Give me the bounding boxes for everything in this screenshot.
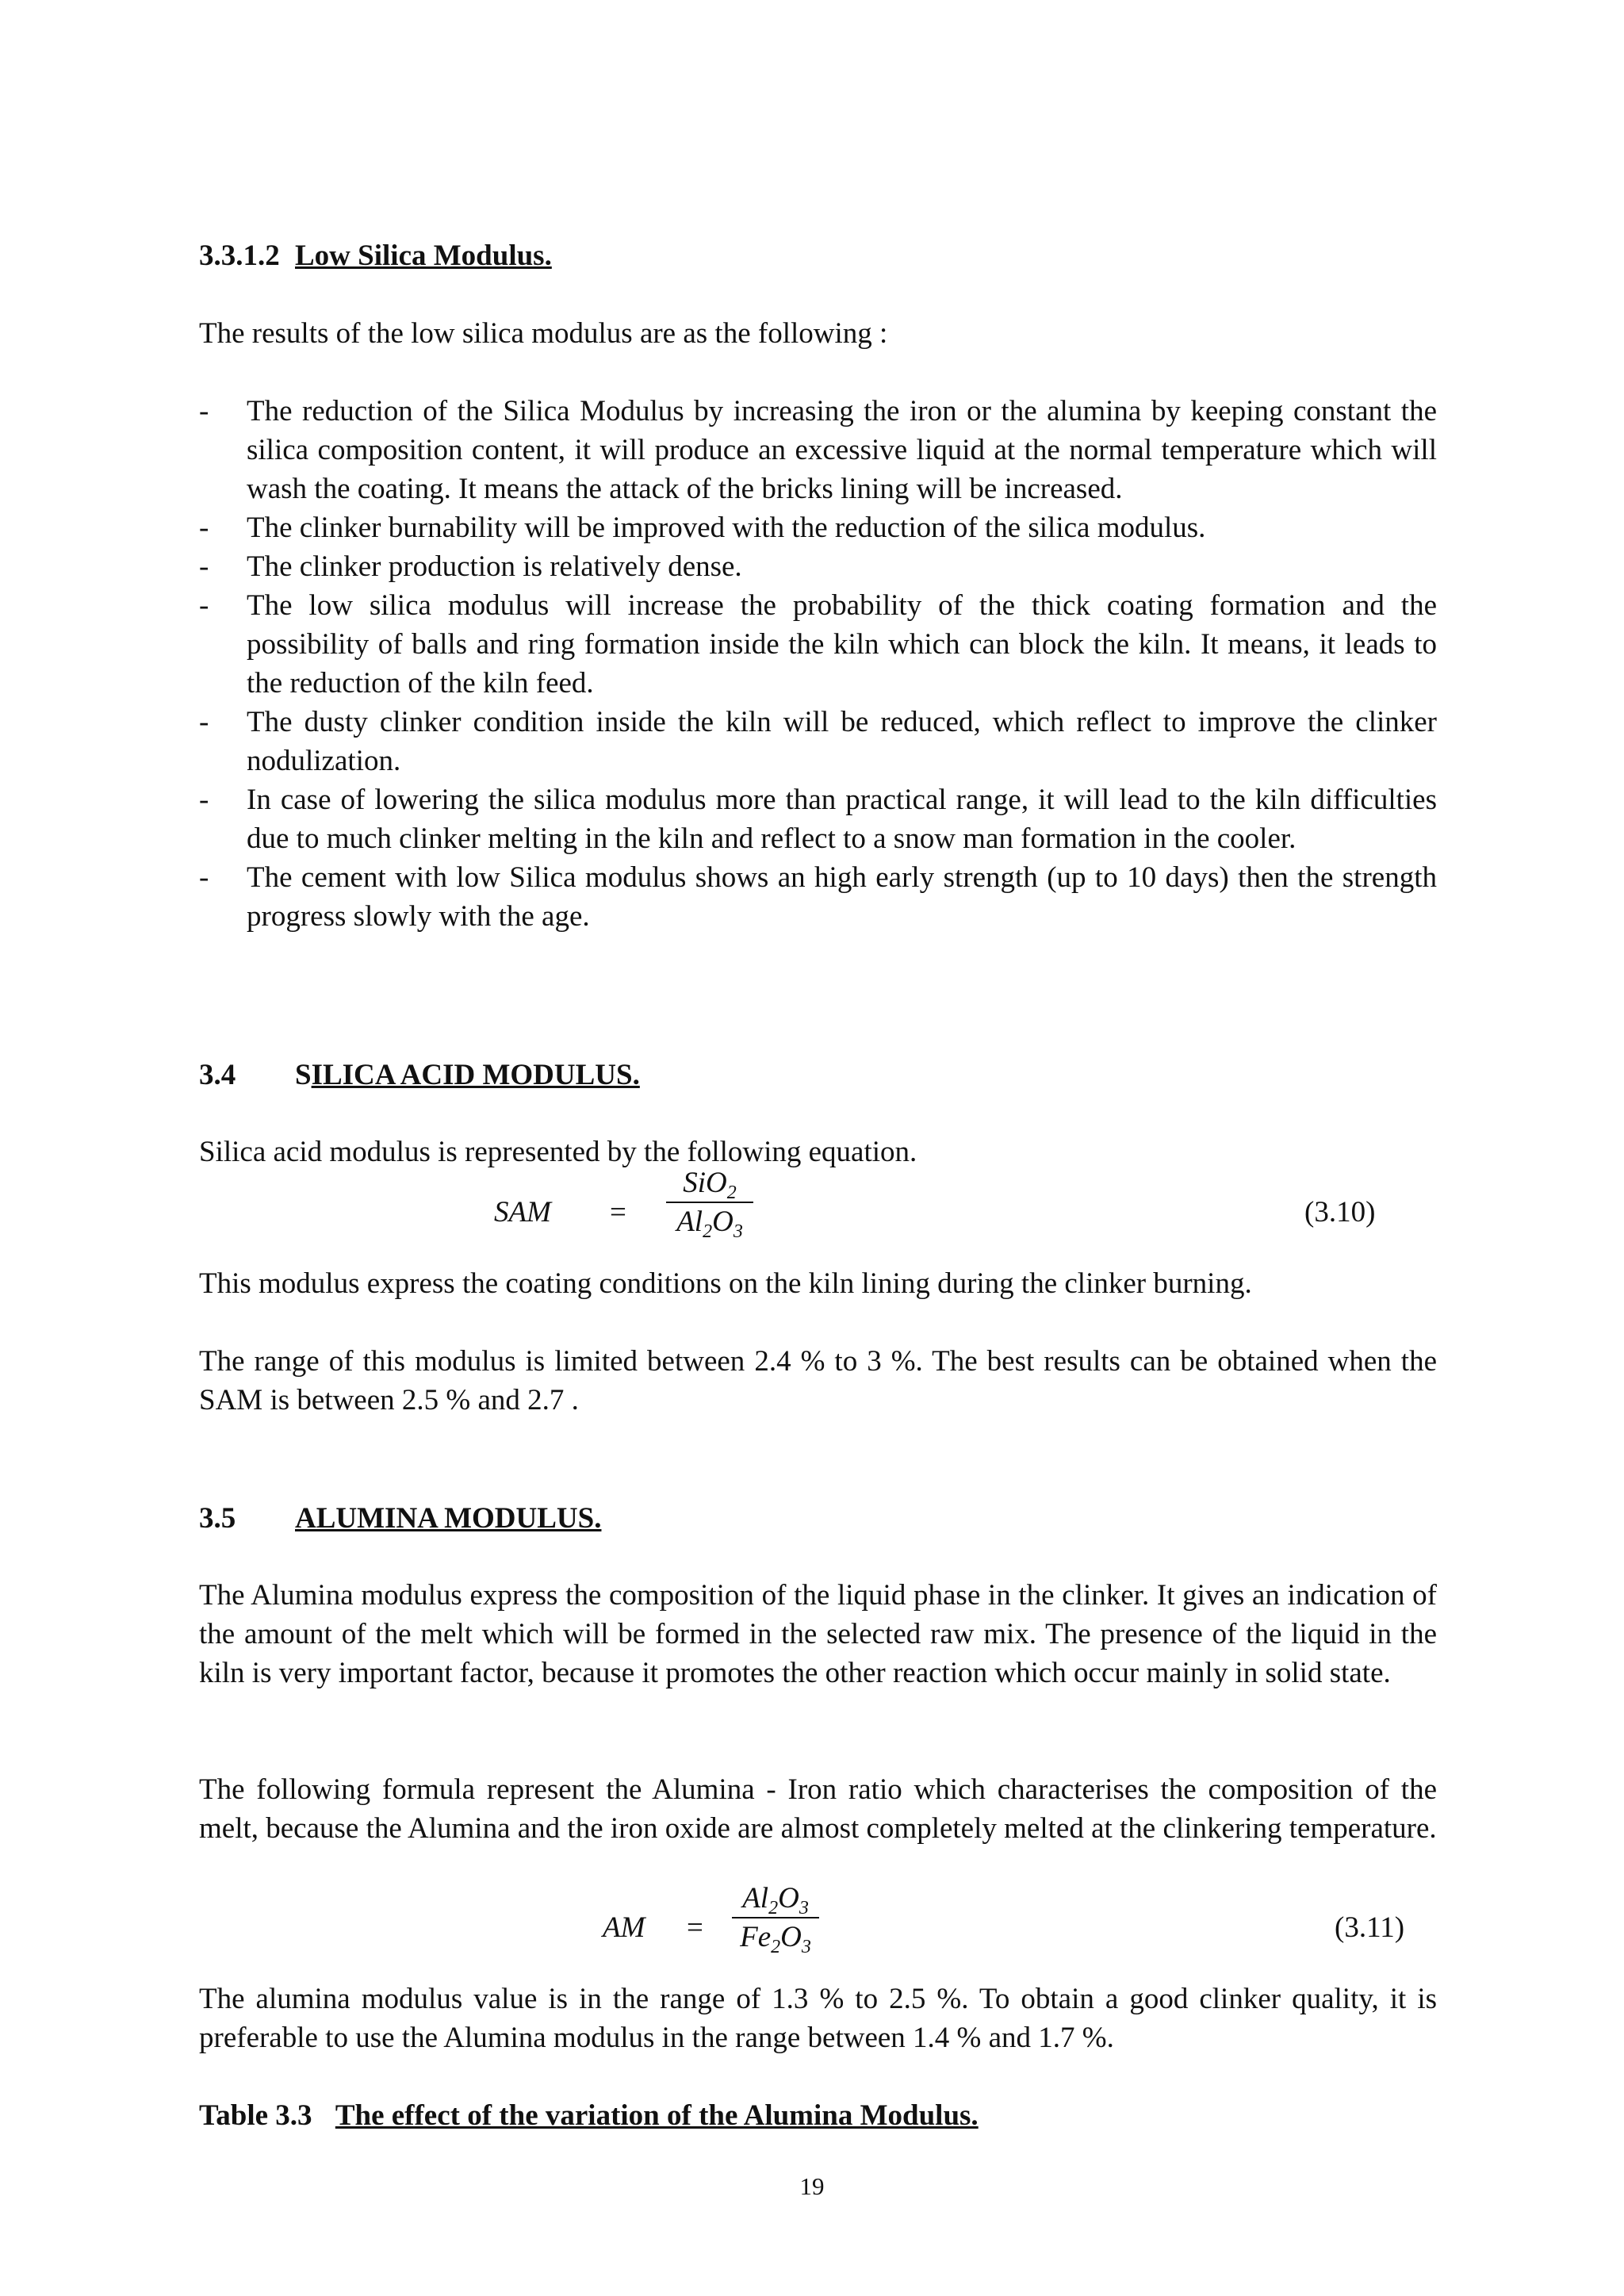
section-number: 3.4	[199, 1059, 236, 1091]
equation-fraction	[732, 1881, 819, 1957]
list-item: - In case of lowering the silica modulus more than practical range, it will lead to the kiln difficulties due to much clinker melting in the kiln and reflect to a snow man formation in the cooler.	[199, 784, 1437, 855]
equation-fraction	[666, 1166, 753, 1242]
fraction-numerator: $Al_2O_3$	[742, 1882, 809, 1918]
equation-3-11	[0, 1881, 1624, 1976]
section-heading-3-5	[199, 1499, 602, 1538]
table-caption	[199, 2096, 979, 2135]
equation-3-10	[0, 1166, 1624, 1261]
equation-number: (3.11)	[1335, 1911, 1405, 1944]
alumina-paragraph-1: The Alumina modulus express the composition of the liquid phase in the clinker. It gives an indication of the amount of the melt which will be formed in the selected raw mix. The presence of the liquid in the kiln is very important factor, because it promotes the other reaction which occur mainly in solid state.	[199, 1579, 1437, 1689]
equation-lhs: AM	[603, 1911, 645, 1944]
list-item: - The reduction of the Silica Modulus by increasing the iron or the alumina by keeping constant the silica composition content, it will produce an excessive liquid at the normal temperature which will wash the coating. It means the attack of the bricks lining will be increased.	[199, 395, 1437, 505]
equation-lhs: SAM	[494, 1196, 551, 1228]
fraction-bar	[666, 1202, 753, 1203]
list-item: - The clinker burnability will be improved with the reduction of the silica modulus.	[199, 512, 1206, 544]
list-item: - The cement with low Silica modulus shows an high early strength (up to 10 days) then the strength progress slowly with the age.	[199, 861, 1437, 933]
equation-number: (3.10)	[1304, 1196, 1376, 1228]
section-heading-3-4	[199, 1056, 640, 1094]
section-heading-3-3-1-2	[199, 236, 552, 275]
equation-equals: =	[610, 1196, 626, 1228]
section-title: Low Silica Modulus.	[295, 240, 552, 272]
low-silica-bullet-list	[199, 392, 1437, 936]
silica-acid-description: This modulus express the coating conditions on the kiln lining during the clinker burning.	[199, 1267, 1252, 1300]
table-label: Table 3.3	[199, 2099, 312, 2132]
section-title: ALUMINA MODULUS.	[295, 1502, 602, 1535]
section-number: 3.3.1.2	[199, 240, 280, 272]
table-title: The effect of the variation of the Alumina Modulus.	[335, 2099, 979, 2132]
section-number: 3.5	[199, 1502, 236, 1535]
silica-acid-range: The range of this modulus is limited between 2.4 % to 3 %. The best results can be obtained when the SAM is between 2.5 % and 2.7 .	[199, 1345, 1437, 1416]
list-item: - The clinker production is relatively dense.	[199, 550, 742, 583]
low-silica-intro: The results of the low silica modulus are as the following :	[199, 317, 888, 350]
equation-equals: =	[687, 1911, 703, 1944]
page-number: 19	[799, 2172, 825, 2200]
list-item: - The low silica modulus will increase the probability of the thick coating formation and the possibility of balls and ring formation inside the kiln which can block the kiln. It means, it leads to the reduction of the kiln feed.	[199, 589, 1437, 700]
section-title: SILICA ACID MODULUS.	[295, 1059, 640, 1091]
alumina-paragraph-3: The alumina modulus value is in the range of 1.3 % to 2.5 %. To obtain a good clinker quality, it is preferable to use the Alumina modulus in the range between 1.4 % and 1.7 %.	[199, 1983, 1437, 2054]
fraction-denominator: $Al_2O_3$	[676, 1205, 743, 1242]
list-item: - The dusty clinker condition inside the kiln will be reduced, which reflect to improve the clinker nodulization.	[199, 706, 1437, 777]
silica-acid-intro: Silica acid modulus is represented by the following equation.	[199, 1136, 917, 1168]
alumina-paragraph-2: The following formula represent the Alumina - Iron ratio which characterises the composition of the melt, because the Alumina and the iron oxide are almost completely melted at the clinkering temperature.	[199, 1773, 1437, 1845]
fraction-numerator: SiO$_2$	[683, 1167, 737, 1203]
fraction-denominator: $Fe_2O_3$	[740, 1921, 811, 1957]
